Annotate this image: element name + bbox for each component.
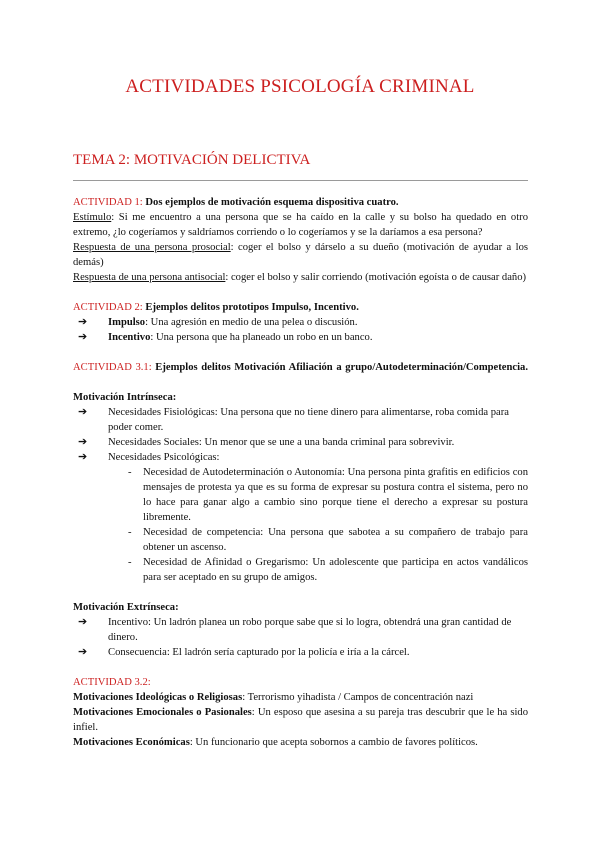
activity-2-title: Ejemplos delitos prototipos Impulso, Incentivo. [145,302,359,313]
arrow-icon: ➔ [78,436,88,448]
antisocial-label: Respuesta de una persona antisocial [73,272,226,283]
list-item [73,450,528,465]
activity-1-label: ACTIVIDAD 1: [73,197,143,208]
dash-icon: - [128,467,132,478]
antisocial-text: : coger el bolso y salir corriendo (motivación egoísta o de causar daño) [225,272,527,283]
motivation-row [73,735,528,750]
motivation-row [73,690,528,705]
dash-icon: - [128,527,132,538]
document-title: ACTIVIDADES PSICOLOGÍA CRIMINAL [125,76,475,97]
list-item [73,435,528,450]
list-item [73,615,528,645]
activity-31-title: Ejemplos delitos Motivación Afiliación a grupo/Autodeterminación/Competencia. [155,362,528,373]
list-item-text: : Una agresión en medio de una pelea o discusión. [145,317,358,328]
list-item [73,315,528,330]
motivation-row [73,705,528,735]
motivation-term: Motivaciones Económicas [73,737,190,748]
sub-list-item-text: Necesidad de competencia: Una persona que sabotea a su compañero de trabajo para obtener un ascenso. [143,527,528,553]
motivation-text: : Terrorismo yihadista / Campos de concentración nazi [242,692,474,703]
sub-list-item [73,555,528,585]
list-item-text: Necesidades Sociales: Un menor que se une a una banda criminal para sobrevivir. [108,437,455,448]
motivation-text: : Un esposo que asesina a su pareja tras descubrir que le ha sido infiel. [73,707,529,733]
intrinseca-heading: Motivación Intrínseca: [73,392,177,403]
horizontal-divider [73,180,528,181]
motivation-term: Motivaciones Emocionales o Pasionales [73,707,252,718]
list-item [73,330,528,345]
extrinseca-heading: Motivación Extrínseca: [73,602,179,613]
arrow-icon: ➔ [78,646,88,658]
prosocial-paragraph [73,240,528,270]
activity-1-title: Dos ejemplos de motivación esquema dispositiva cuatro. [145,197,399,208]
document-body [73,195,528,750]
list-item [73,645,528,660]
prosocial-label: Respuesta de una persona prosocial [73,242,231,253]
activity-32-label: ACTIVIDAD 3.2: [73,677,151,688]
dash-icon: - [128,557,132,568]
sub-list-item-text: Necesidad de Afinidad o Gregarismo: Un adolescente que participa en actos vandálicos para ser aceptado en su grupo de amigos. [143,557,528,583]
section-title: TEMA 2: MOTIVACIÓN DELICTIVA [73,152,311,168]
activity-1-heading [73,195,528,210]
list-item-text: Consecuencia: El ladrón sería capturado por la policía e iría a la cárcel. [108,647,410,658]
activity-31-heading [73,360,528,375]
arrow-icon: ➔ [78,616,88,628]
arrow-icon: ➔ [78,406,88,418]
list-item-text: Necesidades Fisiológicas: Una persona que no tiene dinero para alimentarse, roba comida para poder comer. [108,407,509,433]
antisocial-paragraph [73,270,528,285]
list-item-term: Incentivo [108,332,151,343]
estimulo-label: Estímulo [73,212,112,223]
motivation-term: Motivaciones Ideológicas o Religiosas [73,692,243,703]
arrow-icon: ➔ [78,316,88,328]
sub-list-item [73,465,528,525]
arrow-icon: ➔ [78,331,88,343]
sub-list-item-text: Necesidad de Autodeterminación o Autonomía: Una persona pinta grafitis en edificios con mensajes de protesta ya que es su forma de expresar su postura contra el sistema, pero no lo hace para ganar algo a cambio sino porque tiene el derecho a expresar su postura libremente. [143,467,528,523]
list-item [73,405,528,435]
arrow-icon: ➔ [78,451,88,463]
list-item-term: Impulso [108,317,146,328]
list-item-text: Incentivo: Un ladrón planea un robo porque sabe que si lo logra, obtendrá una gran cantidad de dinero. [108,617,512,643]
estimulo-paragraph [73,210,528,240]
activity-2-heading [73,300,528,315]
list-item-text: : Una persona que ha planeado un robo en un banco. [150,332,373,343]
activity-31-label: ACTIVIDAD 3.1: [73,362,152,373]
list-item-text: Necesidades Psicológicas: [108,452,220,463]
activity-2-label: ACTIVIDAD 2: [73,302,143,313]
prosocial-text: : coger el bolso y dárselo a su dueño (motivación de ayudar a los demás) [73,242,528,268]
estimulo-text: : Si me encuentro a una persona que se ha caído en la calle y su bolso ha quedado en otro extremo, ¿lo cogeríamos y saldríamos corriendo o lo cogeríamos y se la daríamos a esa persona? [73,212,528,238]
motivation-text: : Un funcionario que acepta sobornos a cambio de favores políticos. [189,737,478,748]
sub-list-item [73,525,528,555]
